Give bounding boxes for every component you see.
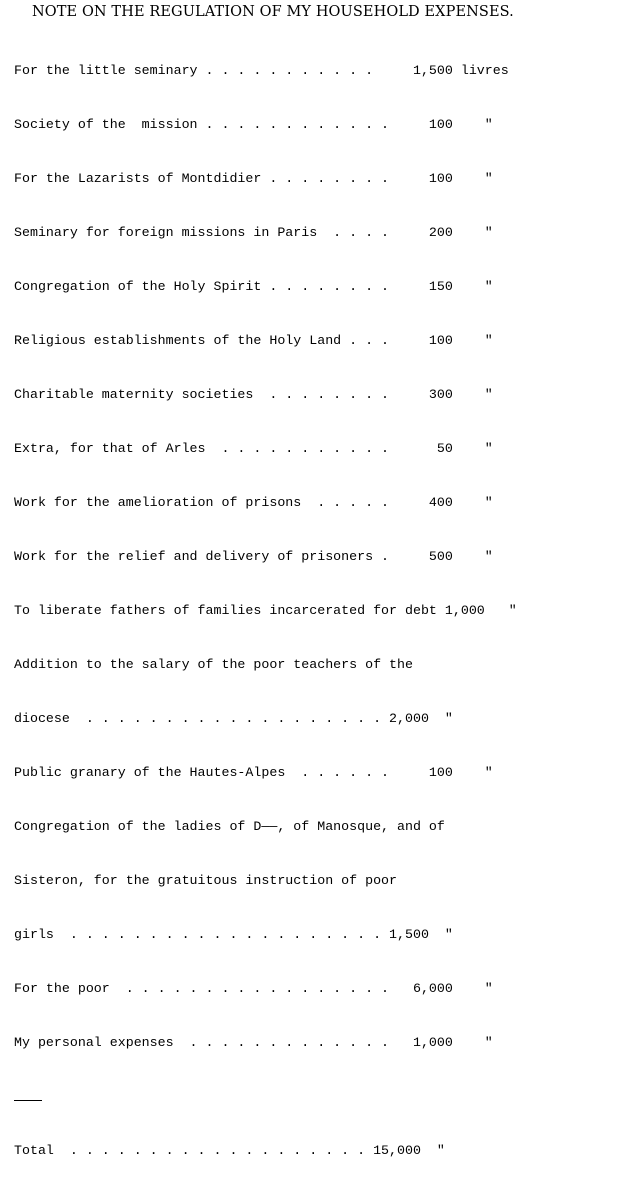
ledger-line-prisoners: Work for the relief and delivery of prisoners . 500 ″	[14, 549, 493, 564]
ledger-line-holy-land: Religious establishments of the Holy Land . . . 100 ″	[14, 333, 493, 348]
total-rule	[14, 1100, 42, 1101]
ledger-line-society-of-mission: Society of the mission . . . . . . . . . . . . 100 ″	[14, 117, 493, 132]
ledger-line-teachers-1: Addition to the salary of the poor teachers of the	[14, 657, 413, 672]
document-title: NOTE ON THE REGULATION OF MY HOUSEHOLD EXPENSES.	[32, 4, 514, 20]
ledger-line-teachers-2: diocese . . . . . . . . . . . . . . . . . . . 2,000 ″	[14, 711, 453, 726]
ledger-line-little-seminary: For the little seminary . . . . . . . . . . . 1,500 livres	[14, 63, 509, 78]
ledger-line-personal: My personal expenses . . . . . . . . . . . . . 1,000 ″	[14, 1035, 493, 1050]
ledger-line-prisons: Work for the amelioration of prisons . . . . . 400 ″	[14, 495, 493, 510]
ledger-line-lazarists: For the Lazarists of Montdidier . . . . . . . . 100 ″	[14, 171, 493, 186]
total-rule-row	[14, 1088, 517, 1106]
ledger-line-maternity-societies: Charitable maternity societies . . . . . . . . 300 ″	[14, 387, 493, 402]
ledger-line-ladies-1: Congregation of the ladies of D——, of Manosque, and of	[14, 819, 445, 834]
expense-ledger	[14, 26, 517, 1178]
ledger-line-granary: Public granary of the Hautes-Alpes . . . . . . 100 ″	[14, 765, 493, 780]
ledger-line-total: Total . . . . . . . . . . . . . . . . . . . 15,000 ″	[14, 1143, 445, 1158]
ledger-line-ladies-2: Sisteron, for the gratuitous instruction of poor	[14, 873, 398, 888]
ledger-line-ladies-3: girls . . . . . . . . . . . . . . . . . . . . 1,500 ″	[14, 927, 453, 942]
ledger-line-arles: Extra, for that of Arles . . . . . . . . . . . 50 ″	[14, 441, 493, 456]
ledger-line-debtors: To liberate fathers of families incarcerated for debt 1,000 ″	[14, 603, 517, 618]
ledger-line-poor: For the poor . . . . . . . . . . . . . . . . . 6,000 ″	[14, 981, 493, 996]
ledger-line-holy-spirit: Congregation of the Holy Spirit . . . . . . . . 150 ″	[14, 279, 493, 294]
ledger-line-foreign-missions: Seminary for foreign missions in Paris . . . . 200 ″	[14, 225, 493, 240]
